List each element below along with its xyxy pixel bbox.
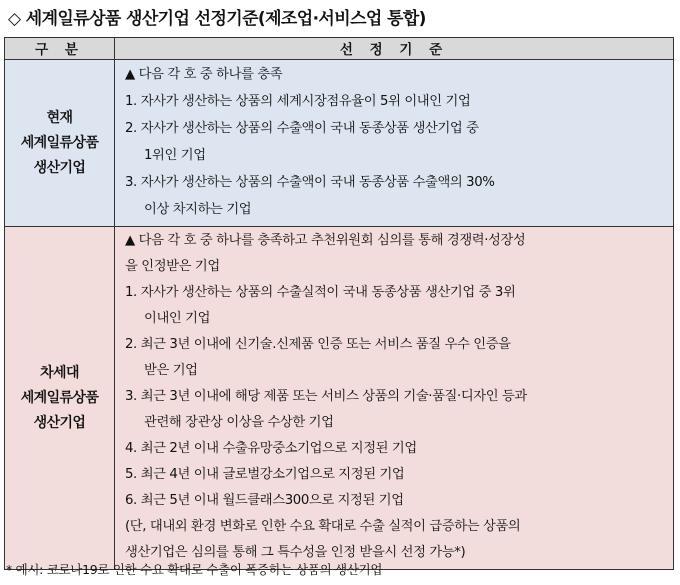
category-line: 세계일류상품 (20, 389, 99, 406)
criteria-line: 1위인 기업 (144, 148, 206, 163)
criteria-line: 생산기업은 심의를 통해 그 특수성을 인정 받을시 선정 가능*) (125, 545, 466, 560)
table-row-current (5, 60, 674, 227)
criteria-line: 2. 최근 3년 이내에 신기술.신제품 인증 또는 서비스 품질 우수 인증을 (125, 337, 511, 352)
category-current (5, 60, 115, 227)
category-line: 생산기업 (33, 159, 86, 176)
category-next-generation (5, 227, 115, 570)
table-row-next-generation (5, 227, 674, 570)
criteria-table (4, 37, 674, 570)
criteria-line: 1. 자사가 생산하는 상품의 수출실적이 국내 동종상품 생산기업 중 3위 (125, 285, 516, 300)
criteria-line: (단, 대내외 환경 변화로 인한 수요 확대로 수출 실적이 급증하는 상품의 (125, 519, 521, 534)
criteria-line: 을 인정받은 기업 (125, 259, 220, 274)
criteria-line: 5. 최근 4년 이내 글로벌강소기업으로 지정된 기업 (125, 467, 405, 482)
criteria-line: 6. 최근 5년 이내 월드클래스300으로 지정된 기업 (125, 493, 404, 508)
category-line: 차세대 (40, 364, 79, 381)
header-category: 구 분 (5, 38, 115, 60)
criteria-line: 관련해 장관상 이상을 수상한 기업 (144, 415, 334, 430)
category-line: 현재 (46, 109, 73, 126)
criteria-line: 3. 자사가 생산하는 상품의 수출액이 국내 동종상품 수출액의 30% (125, 175, 495, 190)
criteria-line: 이상 차지하는 기업 (144, 202, 252, 217)
criteria-line: ▲ 다음 각 호 중 하나를 충족 (125, 67, 283, 82)
footnote: * 예시: 코로나19로 인한 수요 확대로 수출이 폭증하는 상품의 생산기업 (6, 562, 383, 577)
category-line: 생산기업 (33, 414, 86, 431)
criteria-line: 받은 기업 (144, 363, 198, 378)
criteria-line: 이내인 기업 (144, 311, 211, 326)
criteria-line: ▲ 다음 각 호 중 하나를 충족하고 추천위원회 심의를 통해 경쟁력·성장성 (125, 233, 526, 248)
table-header-row (5, 38, 674, 60)
criteria-line: 4. 최근 2년 이내 수출유망중소기업으로 지정된 기업 (125, 441, 417, 456)
criteria-line: 1. 자사가 생산하는 상품의 세계시장점유율이 5위 이내인 기업 (125, 94, 471, 109)
criteria-line: 3. 최근 3년 이내에 해당 제품 또는 서비스 상품의 기술·품질·디자인 등과 (125, 389, 527, 404)
criteria-next-generation (115, 227, 674, 570)
category-line: 세계일류상품 (20, 134, 99, 151)
header-criteria: 선 정 기 준 (115, 38, 674, 60)
document-title: ◇ 세계일류상품 생산기업 선정기준(제조업·서비스업 통합) (8, 9, 426, 29)
criteria-line: 2. 자사가 생산하는 상품의 수출액이 국내 동종상품 생산기업 중 (125, 121, 479, 136)
criteria-current (115, 60, 674, 227)
